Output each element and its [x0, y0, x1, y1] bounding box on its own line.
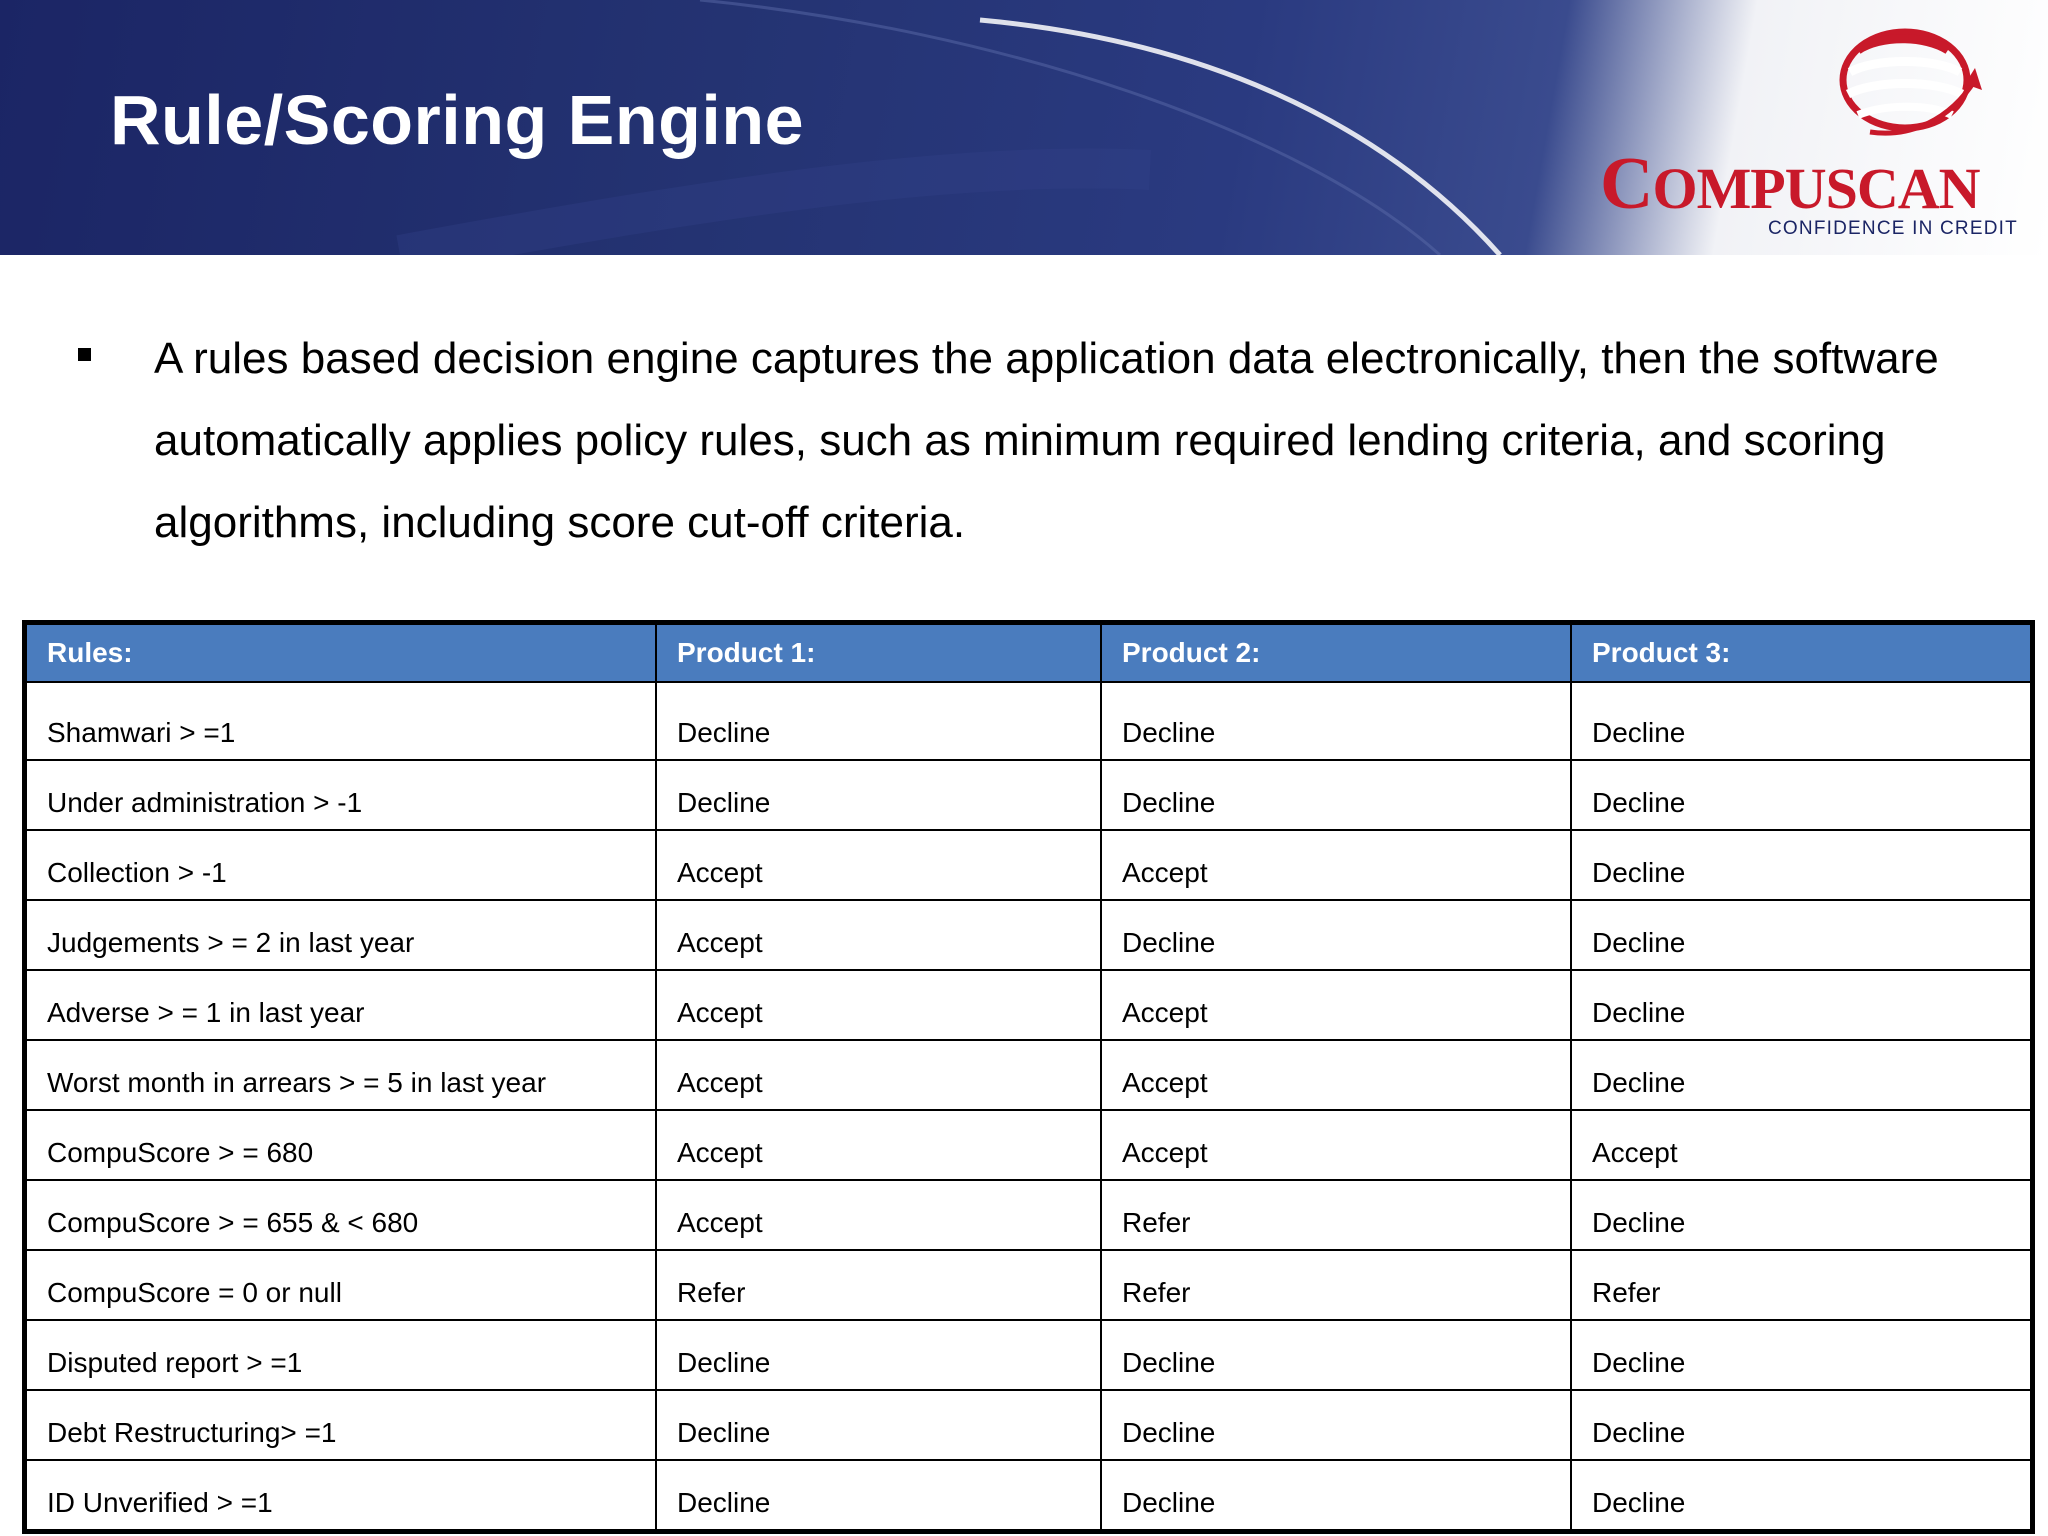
product-1-decision-cell: Accept [656, 1040, 1101, 1110]
rule-cell: Debt Restructuring> =1 [25, 1390, 657, 1460]
product-3-decision-cell: Decline [1571, 682, 2033, 760]
table-row [25, 1460, 2033, 1532]
product-3-decision-cell: Decline [1571, 1320, 2033, 1390]
product-1-decision-cell: Decline [656, 682, 1101, 760]
product-3-decision-cell: Decline [1571, 970, 2033, 1040]
product-2-decision-cell: Decline [1101, 1390, 1571, 1460]
rule-cell: Worst month in arrears > = 5 in last year [25, 1040, 657, 1110]
table-row [25, 900, 2033, 970]
table-row [25, 760, 2033, 830]
logo-tagline: CONFIDENCE IN CREDIT [1768, 218, 2018, 239]
table-row [25, 1040, 2033, 1110]
table-row [25, 830, 2033, 900]
table-body [25, 682, 2033, 1532]
product-1-decision-cell: Decline [656, 1390, 1101, 1460]
header-rules: Rules: [25, 623, 657, 683]
product-1-decision-cell: Decline [656, 1460, 1101, 1532]
rule-cell: CompuScore = 0 or null [25, 1250, 657, 1320]
product-2-decision-cell: Decline [1101, 682, 1571, 760]
product-3-decision-cell: Decline [1571, 830, 2033, 900]
table-row [25, 1250, 2033, 1320]
table-header-row [25, 623, 2033, 683]
product-1-decision-cell: Refer [656, 1250, 1101, 1320]
rule-cell: CompuScore > = 680 [25, 1110, 657, 1180]
page-title: Rule/Scoring Engine [110, 81, 805, 159]
product-2-decision-cell: Accept [1101, 830, 1571, 900]
product-2-decision-cell: Decline [1101, 760, 1571, 830]
table-row [25, 682, 2033, 760]
rules-table [22, 620, 2035, 1534]
product-3-decision-cell: Decline [1571, 1460, 2033, 1532]
compuscan-logo [1600, 20, 2018, 245]
product-2-decision-cell: Decline [1101, 900, 1571, 970]
product-3-decision-cell: Decline [1571, 1040, 2033, 1110]
product-3-decision-cell: Refer [1571, 1250, 2033, 1320]
table-row [25, 1110, 2033, 1180]
rule-cell: ID Unverified > =1 [25, 1460, 657, 1532]
product-1-decision-cell: Accept [656, 830, 1101, 900]
product-3-decision-cell: Decline [1571, 900, 2033, 970]
header-product-1: Product 1: [656, 623, 1101, 683]
product-2-decision-cell: Decline [1101, 1460, 1571, 1532]
product-2-decision-cell: Refer [1101, 1180, 1571, 1250]
rule-cell: Collection > -1 [25, 830, 657, 900]
product-3-decision-cell: Decline [1571, 1390, 2033, 1460]
table-row [25, 1320, 2033, 1390]
product-1-decision-cell: Accept [656, 1180, 1101, 1250]
rule-cell: Judgements > = 2 in last year [25, 900, 657, 970]
product-1-decision-cell: Accept [656, 970, 1101, 1040]
header-product-3: Product 3: [1571, 623, 2033, 683]
table-row [25, 1390, 2033, 1460]
rule-cell: Adverse > = 1 in last year [25, 970, 657, 1040]
rule-cell: Under administration > -1 [25, 760, 657, 830]
bullet-text: A rules based decision engine captures the application data electronically, then the software automatically applies policy rules, such as minimum required lending criteria, and scoring algorithms, including score cut-off criteria. [154, 334, 1939, 547]
product-2-decision-cell: Decline [1101, 1320, 1571, 1390]
bullet-point [78, 318, 1998, 564]
table-row [25, 970, 2033, 1040]
logo-wordmark: COMPUSCAN [1600, 143, 1980, 225]
rule-cell: CompuScore > = 655 & < 680 [25, 1180, 657, 1250]
product-2-decision-cell: Refer [1101, 1250, 1571, 1320]
product-2-decision-cell: Accept [1101, 1040, 1571, 1110]
globe-icon [1830, 20, 1990, 140]
product-3-decision-cell: Decline [1571, 1180, 2033, 1250]
bullet-square-icon [78, 348, 91, 361]
product-3-decision-cell: Accept [1571, 1110, 2033, 1180]
rule-cell: Disputed report > =1 [25, 1320, 657, 1390]
product-1-decision-cell: Decline [656, 760, 1101, 830]
product-3-decision-cell: Decline [1571, 760, 2033, 830]
header-product-2: Product 2: [1101, 623, 1571, 683]
rule-cell: Shamwari > =1 [25, 682, 657, 760]
product-2-decision-cell: Accept [1101, 1110, 1571, 1180]
table-row [25, 1180, 2033, 1250]
product-1-decision-cell: Decline [656, 1320, 1101, 1390]
product-1-decision-cell: Accept [656, 900, 1101, 970]
product-1-decision-cell: Accept [656, 1110, 1101, 1180]
product-2-decision-cell: Accept [1101, 970, 1571, 1040]
